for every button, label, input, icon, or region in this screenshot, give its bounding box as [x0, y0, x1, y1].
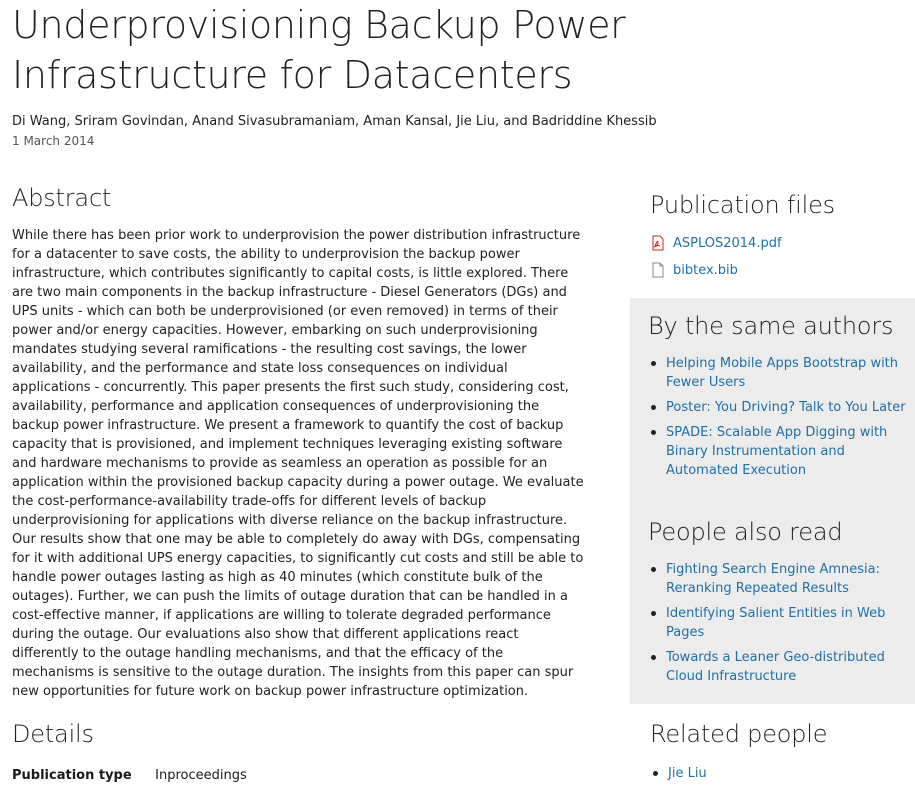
file-pdf-link[interactable]: ASPLOS2014.pdf	[673, 235, 782, 251]
related-people-list	[650, 764, 707, 783]
same-authors-link[interactable]: SPADE: Scalable App Digging with Binary Instrumentation and Automated Execution	[666, 425, 888, 478]
list-item	[648, 648, 906, 686]
file-bib-link[interactable]: bibtex.bib	[673, 262, 738, 278]
also-read-link[interactable]: Towards a Leaner Geo-distributed Cloud Infrastructure	[666, 650, 885, 684]
same-authors-link[interactable]: Poster: You Driving? Talk to You Later	[666, 400, 906, 415]
list-item	[648, 423, 906, 480]
abstract-heading: Abstract	[12, 184, 112, 212]
abstract-text: While there has been prior work to underprovision the power distribution infrastructure for a datacenter to save costs, the ability to underprovision the backup power infrastructure, which contributes significantly to capital costs, is little explored. There are two main components in the backup infrastructure - Diesel Generators (DGs) and UPS units - which can both be underprovisioned (or even removed) in terms of their power and/or energy capacities. However, embarking on such underprovisioning mandates studying several ramifications - the resulting cost savings, the lower availability, and the performance and state loss consequences on individual applications - concurrently. This paper presents the first such study, considering cost, availability, performance and application consequences of underprovisioning the backup power infrastructure. We present a framework to quantify the cost of backup capacity that is provisioned, and implement techniques leveraging existing software and hardware mechanisms to provide as seamless an operation as possible for an application within the provisioned backup capacity during a power outage. We evaluate the cost-performance-availability trade-offs for different levels of backup underprovisioning for applications with diverse reliance on the backup infrastructure. Our results show that one may be able to completely do away with DGs, compensating for it with additional UPS energy capacities, to significantly cut costs and still be able to handle power outages lasting as high as 40 minutes (which constitute bulk of the outages). Further, we can push the limits of outage duration that can be handled in a cost-effective manner, if applications are willing to tolerate degraded performance during the outage. Our evaluations also show that different applications react differently to the outage handling mechanisms, and that the efficacy of the mechanisms is sensitive to the outage duration. The insights from this paper can spur new opportunities for future work on backup power infrastructure optimization.	[12, 228, 584, 699]
file-bib[interactable]	[650, 262, 738, 278]
same-authors-heading: By the same authors	[648, 312, 894, 340]
publication-date: 1 March 2014	[12, 134, 95, 148]
details-heading: Details	[12, 720, 94, 748]
page-title: Underprovisioning Backup Power Infrastructure for Datacenters	[12, 3, 626, 97]
document-icon	[650, 262, 666, 278]
related-people-heading: Related people	[650, 720, 828, 748]
detail-label: Publication type	[12, 768, 132, 783]
related-panel	[630, 298, 915, 704]
people-also-read-heading: People also read	[648, 518, 843, 546]
list-item	[648, 604, 906, 642]
list-item	[648, 354, 906, 392]
publication-files-heading: Publication files	[650, 191, 835, 219]
pdf-icon	[650, 235, 666, 251]
list-item	[648, 560, 906, 598]
list-item	[648, 398, 906, 417]
detail-value: Inproceedings	[155, 768, 247, 783]
same-authors-list	[648, 354, 906, 486]
related-person-link[interactable]: Jie Liu	[668, 766, 707, 781]
also-read-link[interactable]: Identifying Salient Entities in Web Pages	[666, 606, 886, 640]
same-authors-link[interactable]: Helping Mobile Apps Bootstrap with Fewer Users	[666, 356, 899, 390]
list-item	[650, 764, 707, 783]
detail-publication-type	[12, 768, 247, 783]
authors: Di Wang, Sriram Govindan, Anand Sivasubramaniam, Aman Kansal, Jie Liu, and Badriddine Khessib	[12, 114, 657, 129]
file-pdf[interactable]	[650, 235, 782, 251]
also-read-link[interactable]: Fighting Search Engine Amnesia: Reranking Repeated Results	[666, 562, 880, 596]
people-also-read-list	[648, 560, 906, 692]
